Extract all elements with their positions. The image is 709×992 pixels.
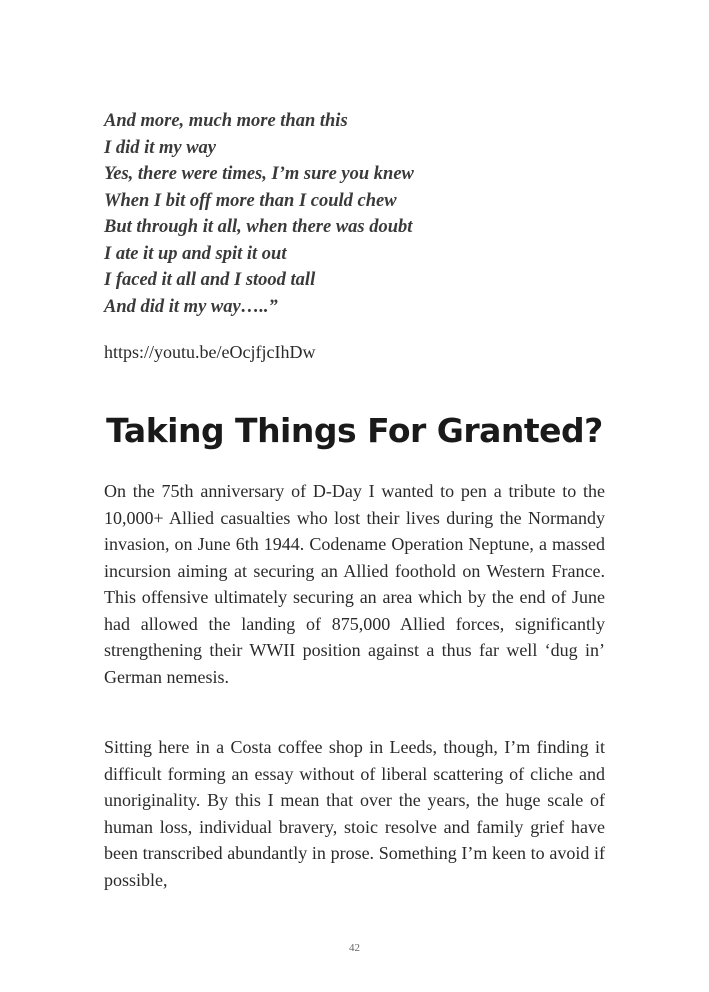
lyric-line: I ate it up and spit it out <box>104 243 287 264</box>
body-paragraph: Sitting here in a Costa coffee shop in Leeds, though, I’m finding it difficult forming an essay without of liberal scattering of cliche and unoriginality. By this I mean that over the years, the huge scale of human loss, individual bravery, stoic resolve and family grief have been transcribed abundantly in prose. Something I’m keen to avoid if possible, <box>104 737 605 890</box>
body-paragraph: On the 75th anniversary of D-Day I wanted to pen a tribute to the 10,000+ Allied casualties who lost their lives during the Normandy invasion, on June 6th 1944. Codename Operation Neptune, a massed incursion aiming at securing an Allied foothold on Western France. This offensive ultimately securing an area which by the end of June had allowed the landing of 875,000 Allied forces, significantly strengthening their WWII position against a thus far well ‘dug in’ German nemesis. <box>104 481 605 687</box>
lyric-line: But through it all, when there was doubt <box>104 217 413 237</box>
lyric-line: And more, much more than this <box>104 111 348 131</box>
lyric-line: I did it my way <box>104 137 217 158</box>
youtube-link[interactable]: https://youtu.be/eOcjfjcIhDw <box>104 342 316 362</box>
lyric-line: Yes, there were times, I’m sure you knew <box>104 164 414 184</box>
song-lyrics-quote <box>104 108 604 320</box>
section-heading: Taking Things For Granted? <box>106 411 603 450</box>
lyric-line: When I bit off more than I could chew <box>104 190 397 211</box>
lyric-line: And did it my way…..” <box>104 296 278 317</box>
page-number: 42 <box>349 942 360 954</box>
lyric-line: I faced it all and I stood tall <box>104 270 316 290</box>
